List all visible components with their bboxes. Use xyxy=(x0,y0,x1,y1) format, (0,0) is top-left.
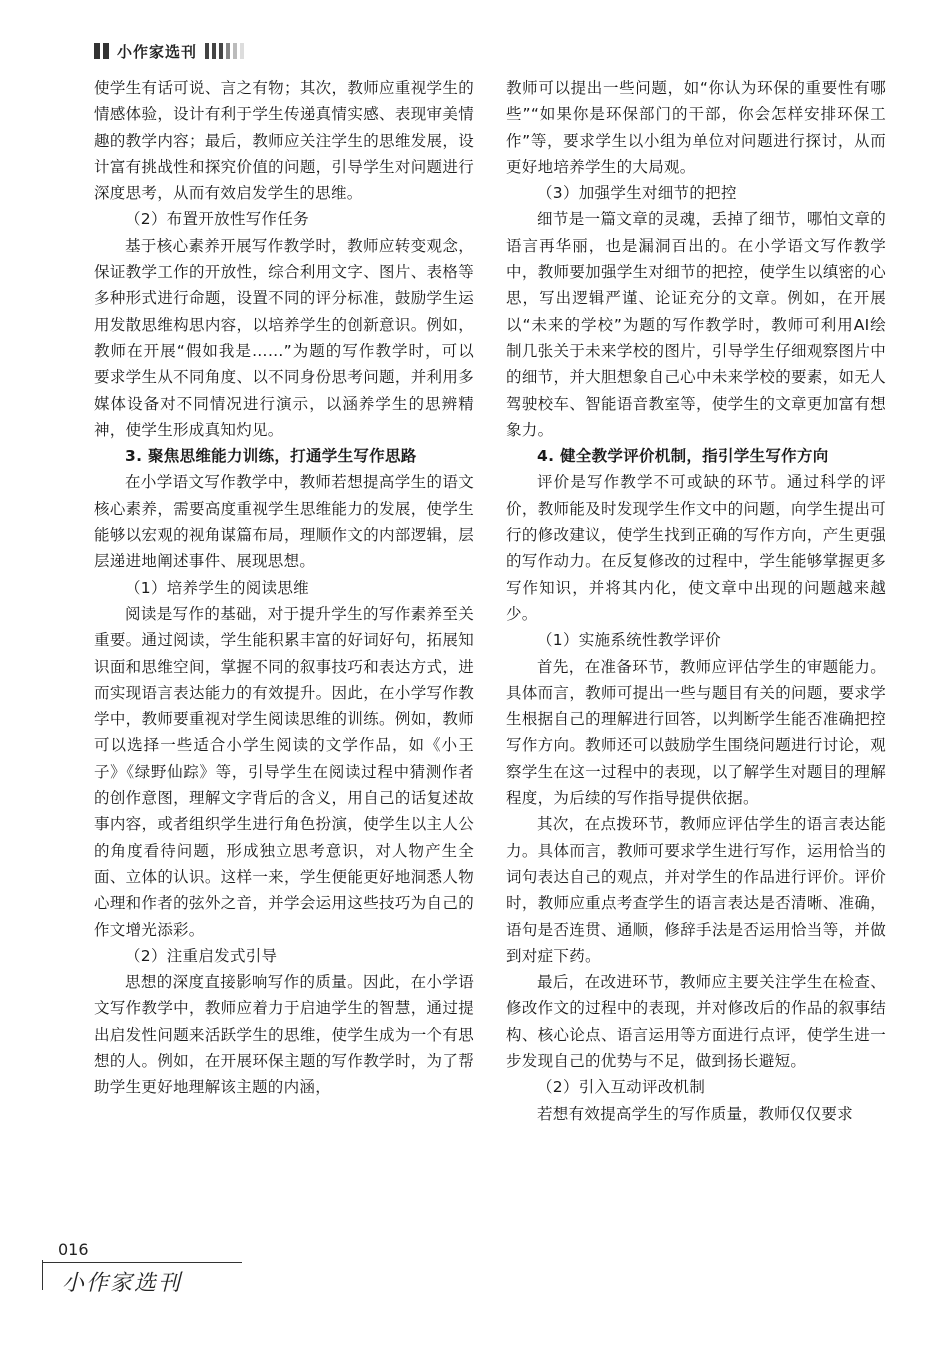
body-paragraph: 基于核心素养开展写作教学时，教师应转变观念，保证教学工作的开放性，综合利用文字、图片、表格等多种形式进行命题，设置不同的评分标准，鼓励学生运用发散思维构思内容，以培养学生的创新意识。例如，教师在开展“假如我是……”为题的写作教学时，可以要求学生从不同角度、以不同身份思考问题，并利用多媒体设备对不同情况进行演示，以涵养学生的思辨精神，使学生形成真知灼见。 xyxy=(94,236,474,439)
body-paragraph: 最后，在改进环节，教师应主要关注学生在检查、修改作文的过程中的表现，并对修改后的作品的叙事结构、核心论点、语言运用等方面进行点评，使学生进一步发现自己的优势与不足，做到扬长避短。 xyxy=(506,973,886,1070)
body-paragraph: 其次，在点拨环节，教师应评估学生的语言表达能力。具体而言，教师可要求学生进行写作，运用恰当的词句表达自己的观点，并对学生的作品进行评价。评价时，教师应重点考查学生的语言表达是否清晰、准确，语句是否连贯、通顺，修辞手法是否运用恰当等，并做到对症下药。 xyxy=(506,815,886,965)
footer-logo: 小作家选刊 xyxy=(62,1271,183,1296)
body-paragraph: 在小学语文写作教学中，教师若想提高学生的语文核心素养，需要高度重视学生思维能力的发展，使学生能够以宏观的视角谋篇布局，理顺作文的内部逻辑，层层递进地阐述事件、展现思想。 xyxy=(94,473,474,571)
subsection-heading: （2）布置开放性写作任务 xyxy=(125,210,309,229)
footer-divider xyxy=(42,1262,242,1263)
right-column xyxy=(506,75,886,1127)
page-number: 016 xyxy=(58,1240,89,1259)
footer-rule xyxy=(42,1260,43,1290)
header-bar-icon xyxy=(94,43,100,59)
body-paragraph: 评价是写作教学不可或缺的环节。通过科学的评价，教师能及时发现学生作文中的问题，向学生提出可行的修改建议，使学生找到正确的写作方向，产生更强的写作动力。在反复修改的过程中，学生能够掌握更多写作知识，并将其内化，使文章中出现的问题越来越少。 xyxy=(506,473,886,623)
body-paragraph: 教师可以提出一些问题，如“你认为环保的重要性有哪些”“如果你是环保部门的干部，你会怎样安排环保工作”等，要求学生以小组为单位对问题进行探讨，从而更好地培养学生的大局观。 xyxy=(506,79,886,176)
subsection-heading: （1）实施系统性教学评价 xyxy=(537,631,721,650)
subsection-heading: （2）注重启发式引导 xyxy=(125,946,278,965)
body-paragraph: 细节是一篇文章的灵魂，丢掉了细节，哪怕文章的语言再华丽，也是漏洞百出的。在小学语文写作教学中，教师要加强学生对细节的把控，使学生以缜密的心思，写出逻辑严谨、论证充分的文章。例如，在开展以“未来的学校”为题的写作教学时，教师可利用AI绘制几张关于未来学校的图片，引导学生仔细观察图片中的细节，并大胆想象自己心中未来学校的要素，如无人驾驶校车、智能语音教室等，使学生的文章更加富有想象力。 xyxy=(506,210,886,439)
header-stripes-icon xyxy=(205,43,247,59)
section-heading: 4. 健全教学评价机制，指引学生写作方向 xyxy=(537,447,829,466)
body-paragraph: 阅读是写作的基础，对于提升学生的写作素养至关重要。通过阅读，学生能积累丰富的好词好句，拓展知识面和思维空间，掌握不同的叙事技巧和表达方式，进而实现语言表达能力的有效提升。因此，在小学写作教学中，教师要重视对学生阅读思维的训练。例如，教师可以选择一些适合小学生阅读的文学作品，如《小王子》《绿野仙踪》等，引导学生在阅读过程中猜测作者的创作意图，理解文字背后的含义，用自己的话复述故事内容，或者组织学生进行角色扮演，使学生以主人公的角度看待问题，形成独立思考意识，对人物产生全面、立体的认识。这样一来，学生便能更好地洞悉人物心理和作者的弦外之音，并学会运用这些技巧为自己的作文增光添彩。 xyxy=(94,604,474,939)
body-paragraph: 首先，在准备环节，教师应评估学生的审题能力。具体而言，教师可提出一些与题目有关的问题，要求学生根据自己的理解进行回答，以判断学生能否准确把控写作方向。教师还可以鼓励学生围绕问题进行讨论，观察学生在这一过程中的表现，以了解学生对题目的理解程度，为后续的写作指导提供依据。 xyxy=(506,657,886,808)
body-paragraph: 思想的深度直接影响写作的质量。因此，在小学语文写作教学中，教师应着力于启迪学生的智慧，通过提出启发性问题来活跃学生的思维，使学生成为一个有思想的人。例如，在开展环保主题的写作教学时，为了帮助学生更好地理解该主题的内涵， xyxy=(94,973,474,1097)
body-paragraph: 使学生有话可说、言之有物；其次，教师应重视学生的情感体验，设计有利于学生传递真情实感、表现审美情趣的教学内容；最后，教师应关注学生的思维发展，设计富有挑战性和探究价值的问题，引导学生对问题进行深度思考，从而有效启发学生的思维。 xyxy=(94,79,474,203)
subsection-heading: （3）加强学生对细节的把控 xyxy=(537,184,737,203)
subsection-heading: （1）培养学生的阅读思维 xyxy=(125,578,309,597)
journal-title: 小作家选刊 xyxy=(117,42,198,61)
left-column xyxy=(94,75,474,1101)
running-header xyxy=(94,40,247,62)
body-paragraph: 若想有效提高学生的写作质量，教师仅仅要求 xyxy=(537,1104,854,1123)
subsection-heading: （2）引入互动评改机制 xyxy=(537,1078,706,1097)
section-heading: 3. 聚焦思维能力训练，打通学生写作思路 xyxy=(125,447,417,466)
header-bar-icon xyxy=(103,43,109,59)
